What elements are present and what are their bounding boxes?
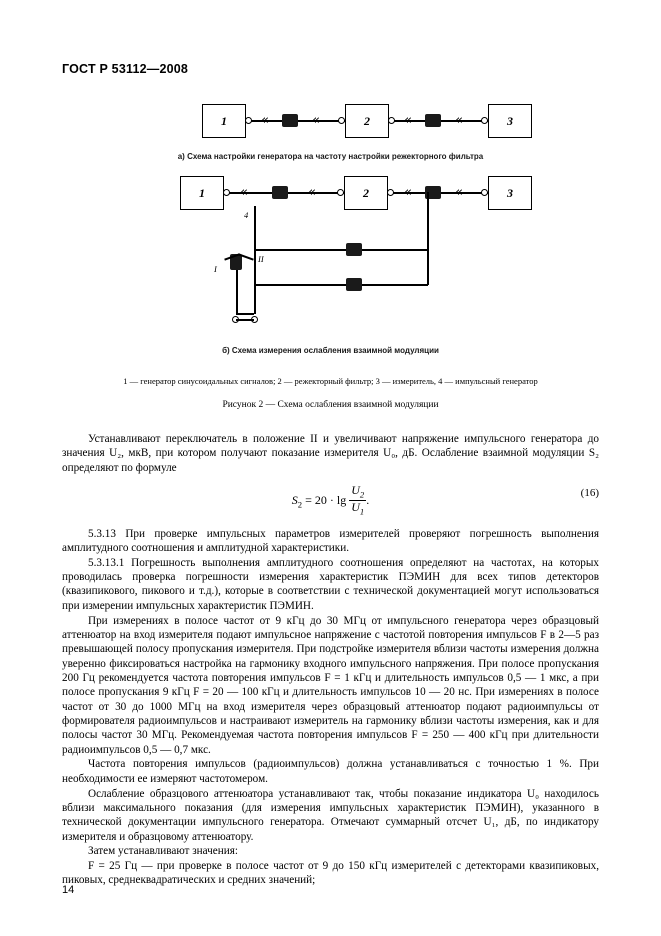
figure-title: Рисунок 2 — Схема ослабления взаимной модуляции — [222, 400, 439, 410]
diagram-b-switch-stem — [254, 284, 256, 314]
diagram-b-attenuator-4 — [346, 278, 362, 291]
diagram-b-bottom-bus — [236, 313, 254, 315]
body-content — [62, 432, 599, 888]
page-number: 14 — [62, 884, 75, 896]
diagram-b-switch-pos-2: II — [258, 254, 264, 264]
diagram-b-riser-right — [427, 192, 429, 250]
formula-den-sub: 1 — [359, 506, 365, 517]
diagram-b-label-4a: 4 — [244, 210, 249, 220]
diagram-b-arrows-1: « — [240, 185, 247, 200]
diagram-a-caption: а) Схема настройки генератора на частоту настройки режекторного фильтра — [177, 152, 484, 161]
diagram-b-box-1: 1 — [180, 176, 224, 210]
formula-fraction — [349, 484, 366, 518]
diagram-b-bus-mid — [254, 284, 428, 286]
diagram-b-terminal-1 — [223, 189, 230, 196]
paragraph-8: F = 25 Гц — при проверке в полосе частот от 9 до 150 кГц измерителей с детекторами квазипиковых, пиковых, среднеквадратических и средних значений; — [62, 860, 599, 887]
formula-expression: $S_2 = 20 \cdot \lg$ $\frac{U_2}{U_1}$ . — [291, 482, 370, 517]
diagram-b-switch-pole — [236, 270, 238, 314]
diagram-a-box-3: 3 — [488, 104, 532, 138]
diagram-a-terminal-4 — [481, 117, 488, 124]
diagram-a-arrows-right: « — [404, 113, 411, 128]
diagram-a-attenuator-1 — [282, 114, 298, 127]
diagram-b-bus-top — [254, 249, 428, 251]
diagram-b-drop-left — [254, 206, 256, 250]
diagram-a-terminal-2 — [338, 117, 345, 124]
diagram-b-attenuator-1 — [272, 186, 288, 199]
formula-eq: = 20 · lg — [305, 492, 347, 507]
paragraph-5: Частота повторения импульсов (радиоимпульсов) должна устанавливаться с точностью 1 %. При необходимости ее измеряют частотомером. — [62, 758, 599, 785]
diagram-b-arrows-3: « — [404, 185, 411, 200]
formula-lhs: S — [291, 492, 298, 507]
formula-den-var: U — [351, 500, 360, 515]
formula-lhs-sub: 2 — [297, 498, 303, 509]
paragraph-7: Затем устанавливают значения: — [88, 845, 238, 858]
paragraph-2: 5.3.13 При проверке импульсных параметров измерителей проверяют погрешность выполнения амплитудного соотношения и амплитудной характеристики. — [62, 527, 599, 554]
diagram-b-arrows-2: « — [308, 185, 315, 200]
diagram-b-terminal-2 — [337, 189, 344, 196]
paragraph-6: Ослабление образцового аттенюатора устанавливают так, чтобы показание индикатора U₀ находилось вблизи максимального показания (для измерения импульсных характеристик ПЭМИН), указанного в технической документации импульсного генератора. Отмечают суммарный отсчет U₁, дБ, по индикатору измерителя и образцовому аттенюатору. — [62, 787, 599, 843]
diagram-a-terminal-1 — [245, 117, 252, 124]
diagram-b — [180, 176, 532, 338]
formula-numerator — [349, 484, 366, 501]
diagram-a-terminal-3 — [388, 117, 395, 124]
diagram-a-arrows-right2: « — [455, 113, 462, 128]
formula-denominator — [349, 501, 366, 517]
diagram-b-box-2: 2 — [344, 176, 388, 210]
diagram-a-box-2: 2 — [345, 104, 389, 138]
diagram-a-arrows-left: « — [261, 113, 268, 128]
paragraph-4: При измерениях в полосе частот от 9 кГц до 30 МГц от импульсного генератора через образцовый аттенюатор на вход измерителя подают импульсное напряжение с частотой повторения импульсов F в 2—5 раз превышающей полосу пропускания измерителя. При подстройке измерителя вблизи частоты измерения должна уверенно фиксироваться настройка на гармонику входного импульсного напряжения. При полосе пропускания 200 Гц рекомендуется частота повторения импульсов F = 1 кГц и длительность импульсов 0,5 — 1 мкс, а при полосе пропускания 9 кГц F = 20 — 100 кГц и длительность импульсов 10 — 20 нс. При измерениях в полосе частот от 30 до 1000 МГц на вход измерителя через образцовый аттенюатор подают радиоимпульсы от формирователя радиоимпульсов и настраивают измеритель на гармонику вблизи частоты измерения, как и для полосы частот 30 МГц. Рекомендуемая частота повторения импульсов F = 250 — 400 кГц при длительности радиоимпульсов 0,5 — 0,7 мкс. — [62, 614, 599, 756]
formula-num-sub: 2 — [359, 489, 365, 500]
figure-legend: 1 — генератор синусоидальных сигналов; 2 — режекторный фильтр; 3 — измеритель, 4 — импульсный генератор — [123, 376, 538, 386]
paragraph-1: Устанавливают переключатель в положение II и увеличивают напряжение импульсного генератора до значения U₂, мкВ, при котором получают показание измерителя U₀, дБ. Ослабление взаимной модуляции S₂ определяют по формуле — [62, 433, 599, 474]
formula-number: (16) — [580, 486, 599, 499]
figure-2 — [62, 88, 599, 418]
diagram-b-attenuator-3 — [346, 243, 362, 256]
diagram-b-switch-pos-1: I — [214, 264, 217, 274]
diagram-b-arrows-4: « — [455, 185, 462, 200]
diagram-a-arrows-left2: « — [312, 113, 319, 128]
diagram-a-box-1: 1 — [202, 104, 246, 138]
paragraph-3: 5.3.13.1 Погрешность выполнения амплитудного соотношения определяют на частотах, на которых проводилась проверка погрешности измерения характеристик ПЭМИН для всех типов детекторов (квазипикового, пикового и т.д.), которые в соответствии с технической документацией могут использоваться при измерении импульсных характеристик ПЭМИН. — [62, 556, 599, 612]
formula-num-var: U — [351, 482, 360, 497]
diagram-b-source-line — [236, 319, 254, 321]
diagram-b-drop-mid — [254, 249, 256, 285]
diagram-a-attenuator-2 — [425, 114, 441, 127]
page-header: ГОСТ Р 53112—2008 — [62, 62, 189, 76]
diagram-b-box-3: 3 — [488, 176, 532, 210]
diagram-b-caption: б) Схема измерения ослабления взаимной модуляции — [222, 346, 439, 355]
diagram-b-riser-right2 — [427, 249, 429, 285]
diagram-a — [202, 96, 532, 148]
diagram-b-terminal-4 — [481, 189, 488, 196]
formula-16 — [62, 484, 599, 518]
diagram-b-terminal-3 — [387, 189, 394, 196]
